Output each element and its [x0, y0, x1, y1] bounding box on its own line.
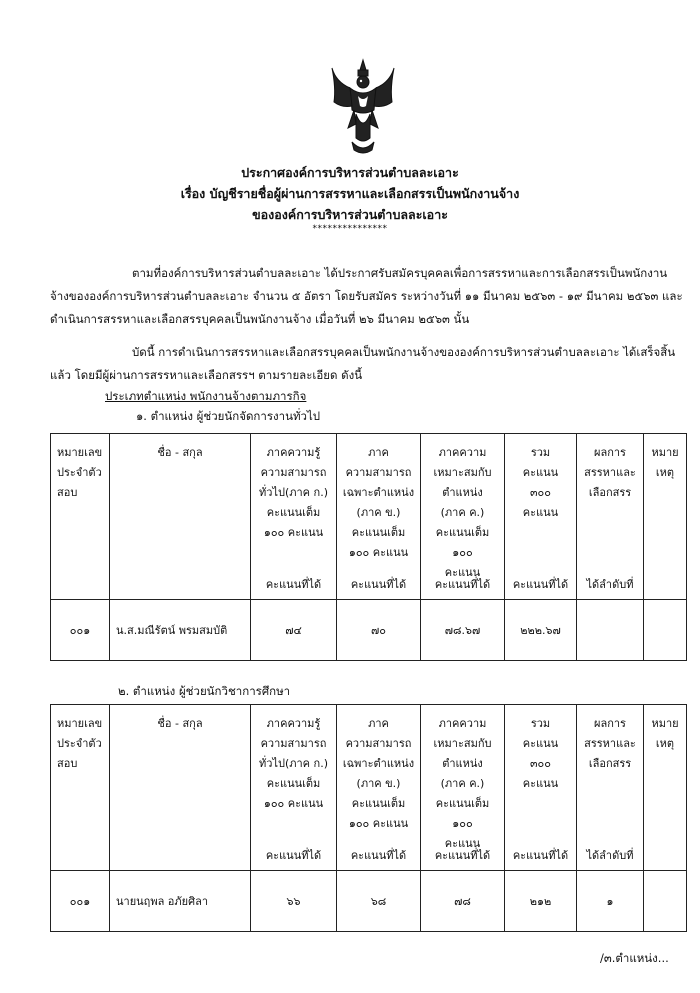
paragraph-intro: ตามที่องค์การบริหารส่วนตำบลละเอาะ ได้ประกาศรับสมัครบุคคลเพื่อการสรรหาและการเลือกสรรเป็นพนักงานจ้างขององค์การบริหารส่วนตำบลละเอาะ จำนวน ๕ อัตรา โดยรับสมัคร ระหว่างวันที่ ๑๑ มีนาคม ๒๕๖๓ - ๑๙ มีนาคม ๒๕๖๓ และดำเนินการสรรหาและเลือกสรรบุคคลเป็นพนักงานจ้าง เมื่อวันที่ ๒๖ มีนาคม ๒๕๖๓ นั้น [50, 266, 683, 326]
cell-part-b: ๗๐ [337, 600, 421, 661]
header-score-got: คะแนนที่ได้ [434, 578, 491, 591]
header-score-got: คะแนนที่ได้ [265, 849, 322, 862]
continued-marker: /๓.ตำแหน่ง... [600, 951, 669, 965]
table-header-row [51, 434, 687, 600]
cell-rank [577, 600, 644, 661]
cell-exam-id: ๐๐๑ [51, 600, 110, 661]
cell-exam-id: ๐๐๑ [51, 871, 110, 932]
header-exam-id: หมายเลข ประจำตัว สอบ [57, 446, 103, 499]
position-heading-2: ๒. ตำแหน่ง ผู้ช่วยนักวิชาการศึกษา [118, 684, 291, 698]
announcement-organization: ขององค์การบริหารส่วนตำบลละเอาะ [252, 207, 448, 222]
header-name: ชื่อ - สกุล [157, 446, 203, 459]
header-score-got: คะแนนที่ได้ [512, 578, 569, 591]
header-note: หมาย เหตุ [651, 446, 679, 479]
cell-part-a: ๗๔ [251, 600, 337, 661]
header-part-c: ภาคความ เหมาะสมกับ ตำแหน่ง (ภาค ค.) คะแนนเต็ม ๑๐๐ คะแนน [433, 717, 492, 850]
header-score-got: คะแนนที่ได้ [434, 849, 491, 862]
cell-part-c: ๗๘ [421, 871, 505, 932]
header-result: ผลการ สรรหาและ เลือกสรร [584, 717, 636, 770]
header-part-b: ภาค ความสามารถ เฉพาะตำแหน่ง (ภาค ข.) คะแนนเต็ม ๑๐๐ คะแนน [342, 446, 415, 559]
cell-note [644, 600, 687, 661]
header-score-got: คะแนนที่ได้ [512, 849, 569, 862]
cell-part-a: ๖๖ [251, 871, 337, 932]
header-note: หมาย เหตุ [651, 717, 679, 750]
announcement-subject: เรื่อง บัญชีรายชื่อผู้ผ่านการสรรหาและเลือกสรรเป็นพนักงานจ้าง [180, 186, 520, 201]
header-total: รวม คะแนน ๓๐๐ คะแนน [522, 717, 559, 790]
garuda-emblem-icon [330, 58, 396, 158]
header-total: รวม คะแนน ๓๐๐ คะแนน [522, 446, 559, 519]
header-rank: ได้ลำดับที่ [586, 578, 634, 591]
cell-name: นายนฤพล อภัยศิลา [110, 871, 251, 932]
header-part-c: ภาคความ เหมาะสมกับ ตำแหน่ง (ภาค ค.) คะแนนเต็ม ๑๐๐ คะแนน [433, 446, 492, 579]
header-score-got: คะแนนที่ได้ [350, 849, 407, 862]
header-part-b: ภาค ความสามารถ เฉพาะตำแหน่ง (ภาค ข.) คะแนนเต็ม ๑๐๐ คะแนน [342, 717, 415, 830]
header-exam-id: หมายเลข ประจำตัว สอบ [57, 717, 103, 770]
cell-name: น.ส.มณีรัตน์ พรมสมบัติ [110, 600, 251, 661]
table-row [51, 600, 687, 661]
cell-total: ๒๒๒.๖๗ [505, 600, 577, 661]
cell-part-c: ๗๘.๖๗ [421, 600, 505, 661]
header-rank: ได้ลำดับที่ [586, 849, 634, 862]
header-result: ผลการ สรรหาและ เลือกสรร [584, 446, 636, 499]
cell-part-b: ๖๘ [337, 871, 421, 932]
header-part-a: ภาคความรู้ ความสามารถ ทั่วไป(ภาค ก.) คะแนนเต็ม ๑๐๐ คะแนน [259, 717, 328, 810]
score-table-2 [50, 704, 687, 932]
header-name: ชื่อ - สกุล [157, 717, 203, 730]
table-row [51, 871, 687, 932]
cell-total: ๒๑๒ [505, 871, 577, 932]
position-category: ประเภทตำแหน่ง พนักงานจ้างตามภารกิจ [105, 389, 307, 403]
header-score-got: คะแนนที่ได้ [265, 578, 322, 591]
header-part-a: ภาคความรู้ ความสามารถ ทั่วไป(ภาค ก.) คะแนนเต็ม ๑๐๐ คะแนน [259, 446, 328, 539]
header-score-got: คะแนนที่ได้ [350, 578, 407, 591]
position-heading-1: ๑. ตำแหน่ง ผู้ช่วยนักจัดการงานทั่วไป [136, 409, 321, 423]
table-header-row [51, 705, 687, 871]
paragraph-result: บัดนี้ การดำเนินการสรรหาและเลือกสรรบุคคลเป็นพนักงานจ้างขององค์การบริหารส่วนตำบลละเอาะ ได้เสร็จสิ้นแล้ว โดยมีผู้ผ่านการสรรหาและเลือกสรรฯ ตามรายละเอียด ดังนี้ [50, 345, 676, 382]
score-table-1 [50, 433, 687, 661]
cell-note [644, 871, 687, 932]
announcement-title: ประกาศองค์การบริหารส่วนตำบลละเอาะ [241, 165, 459, 180]
cell-rank: ๑ [577, 871, 644, 932]
separator: *************** [312, 224, 388, 234]
